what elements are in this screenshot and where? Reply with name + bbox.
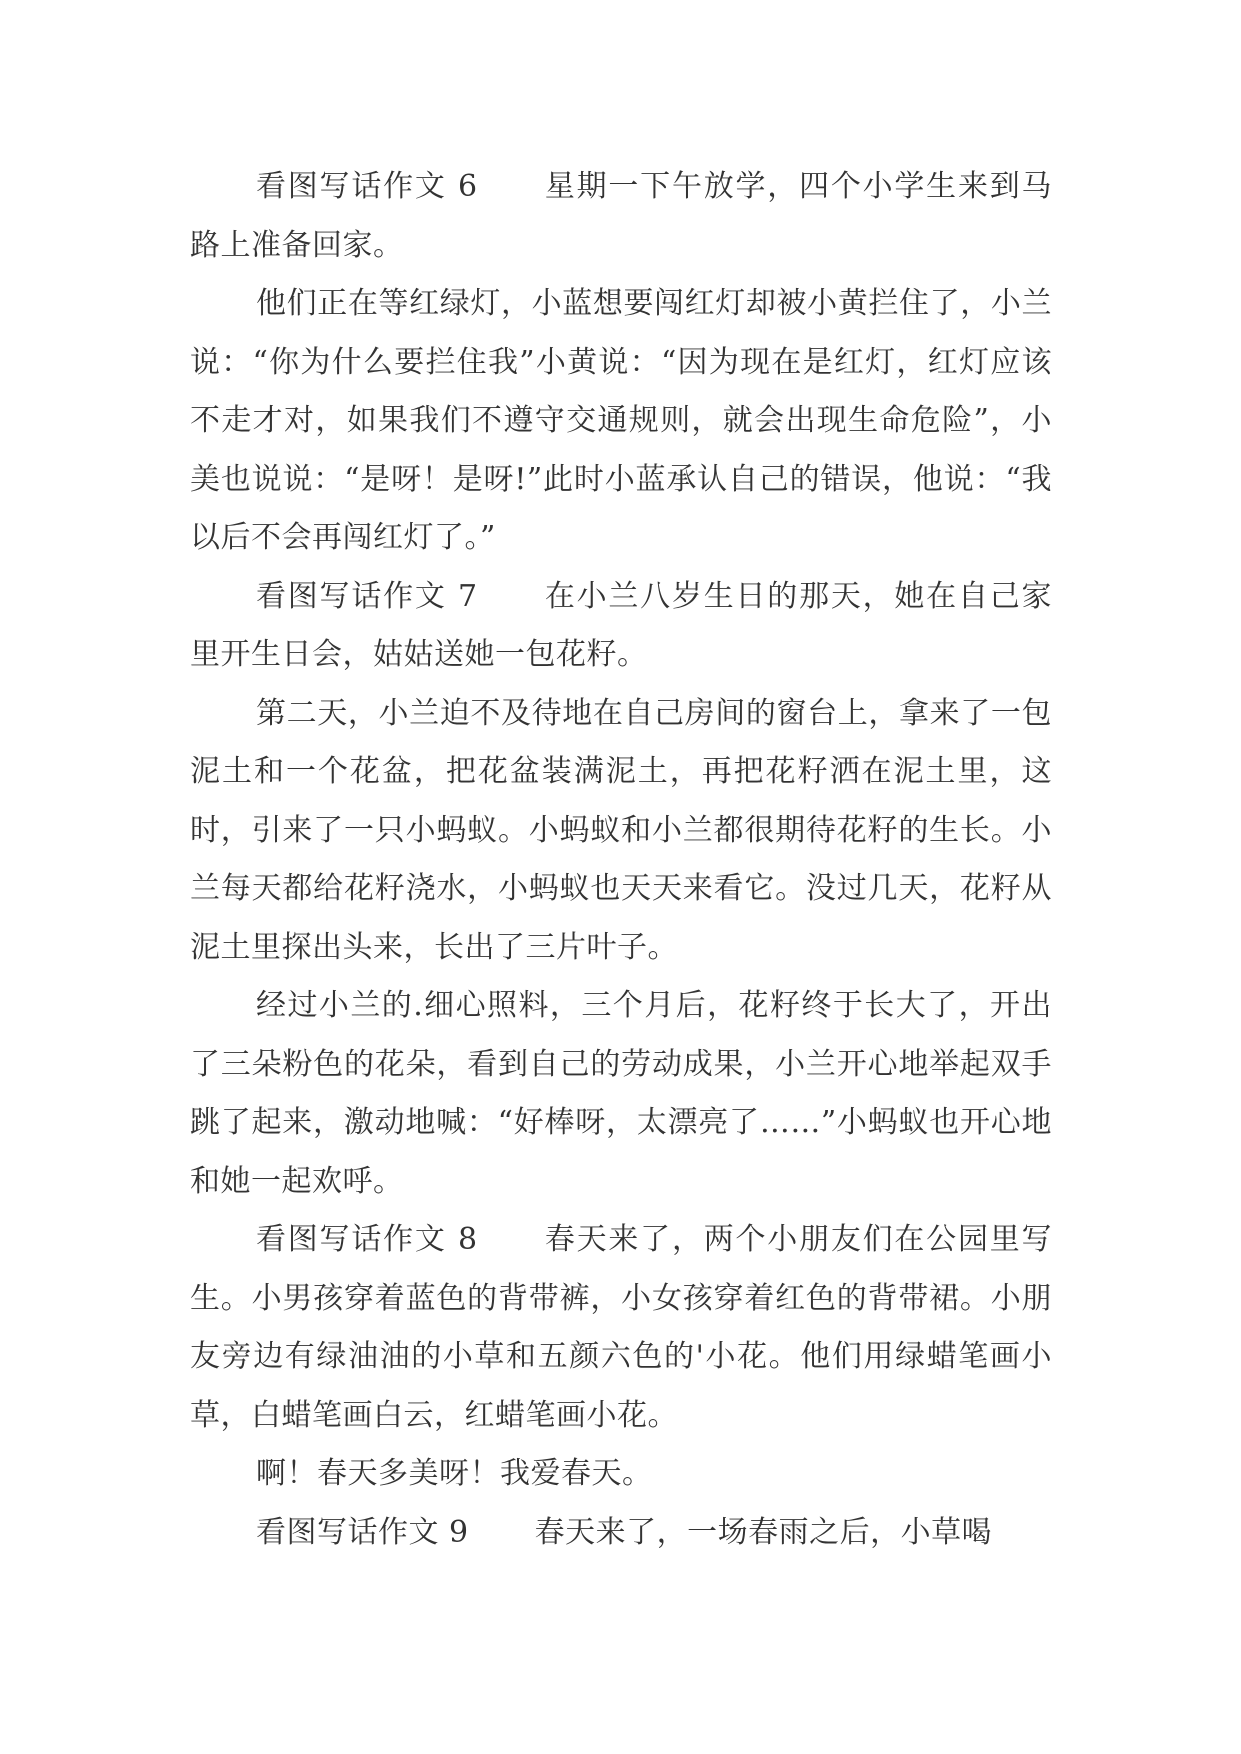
essay-title: 看图写话作文 8 [256, 1222, 478, 1257]
paragraph [190, 1504, 1052, 1563]
essay-title: 看图写话作文 9 [256, 1514, 469, 1550]
paragraph [190, 1445, 1052, 1504]
paragraph [190, 275, 1052, 568]
paragraph-text: 啊！春天多美呀！我爱春天。 [256, 1456, 653, 1491]
paragraph-text: 在小兰八岁生日的那天，她在自己家里开生日会，姑姑送她一包花籽。 [190, 578, 1053, 672]
essay-title: 看图写话作文 6 [256, 169, 478, 204]
paragraph-text: 他们正在等红绿灯，小蓝想要闯红灯却被小黄拦住了，小兰说：“你为什么要拦住我”小黄说：“因为现在是红灯，红灯应该不走才对，如果我们不遵守交通规则，就会出现生命危险”，小美也说说：“是呀！是呀!”此时小蓝承认自己的错误，他说：“我以后不会再闯红灯了。” [190, 286, 1052, 555]
paragraph-text: 经过小兰的.细心照料，三个月后，花籽终于长大了，开出了三朵粉色的花朵，看到自己的劳动成果，小兰开心地举起双手跳了起来，激动地喊：“好棒呀，太漂亮了……”小蚂蚁也开心地和她一起欢呼。 [190, 988, 1052, 1199]
paragraph [190, 977, 1052, 1211]
paragraph-text: 春天来了，一场春雨之后，小草喝 [534, 1514, 993, 1550]
paragraph-text: 第二天，小兰迫不及待地在自己房间的窗台上，拿来了一包泥土和一个花盆，把花盆装满泥土，再把花籽洒在泥土里，这时，引来了一只小蚂蚁。小蚂蚁和小兰都很期待花籽的生长。小兰每天都给花籽浇水，小蚂蚁也天天来看它。没过几天，花籽从泥土里探出头来，长出了三片叶子。 [190, 695, 1052, 965]
paragraph [190, 685, 1052, 978]
paragraph [190, 1211, 1052, 1445]
paragraph [190, 568, 1052, 685]
document-body [190, 158, 1052, 1562]
paragraph [190, 158, 1052, 275]
paragraph-text: 春天来了，两个小朋友们在公园里写生。小男孩穿着蓝色的背带裤，小女孩穿着红色的背带裙。小朋友旁边有绿油油的小草和五颜六色的'小花。他们用绿蜡笔画小草，白蜡笔画白云，红蜡笔画小花。 [190, 1222, 1053, 1433]
essay-title: 看图写话作文 7 [256, 578, 478, 614]
paragraph-text: 星期一下午放学，四个小学生来到马路上准备回家。 [190, 169, 1053, 263]
